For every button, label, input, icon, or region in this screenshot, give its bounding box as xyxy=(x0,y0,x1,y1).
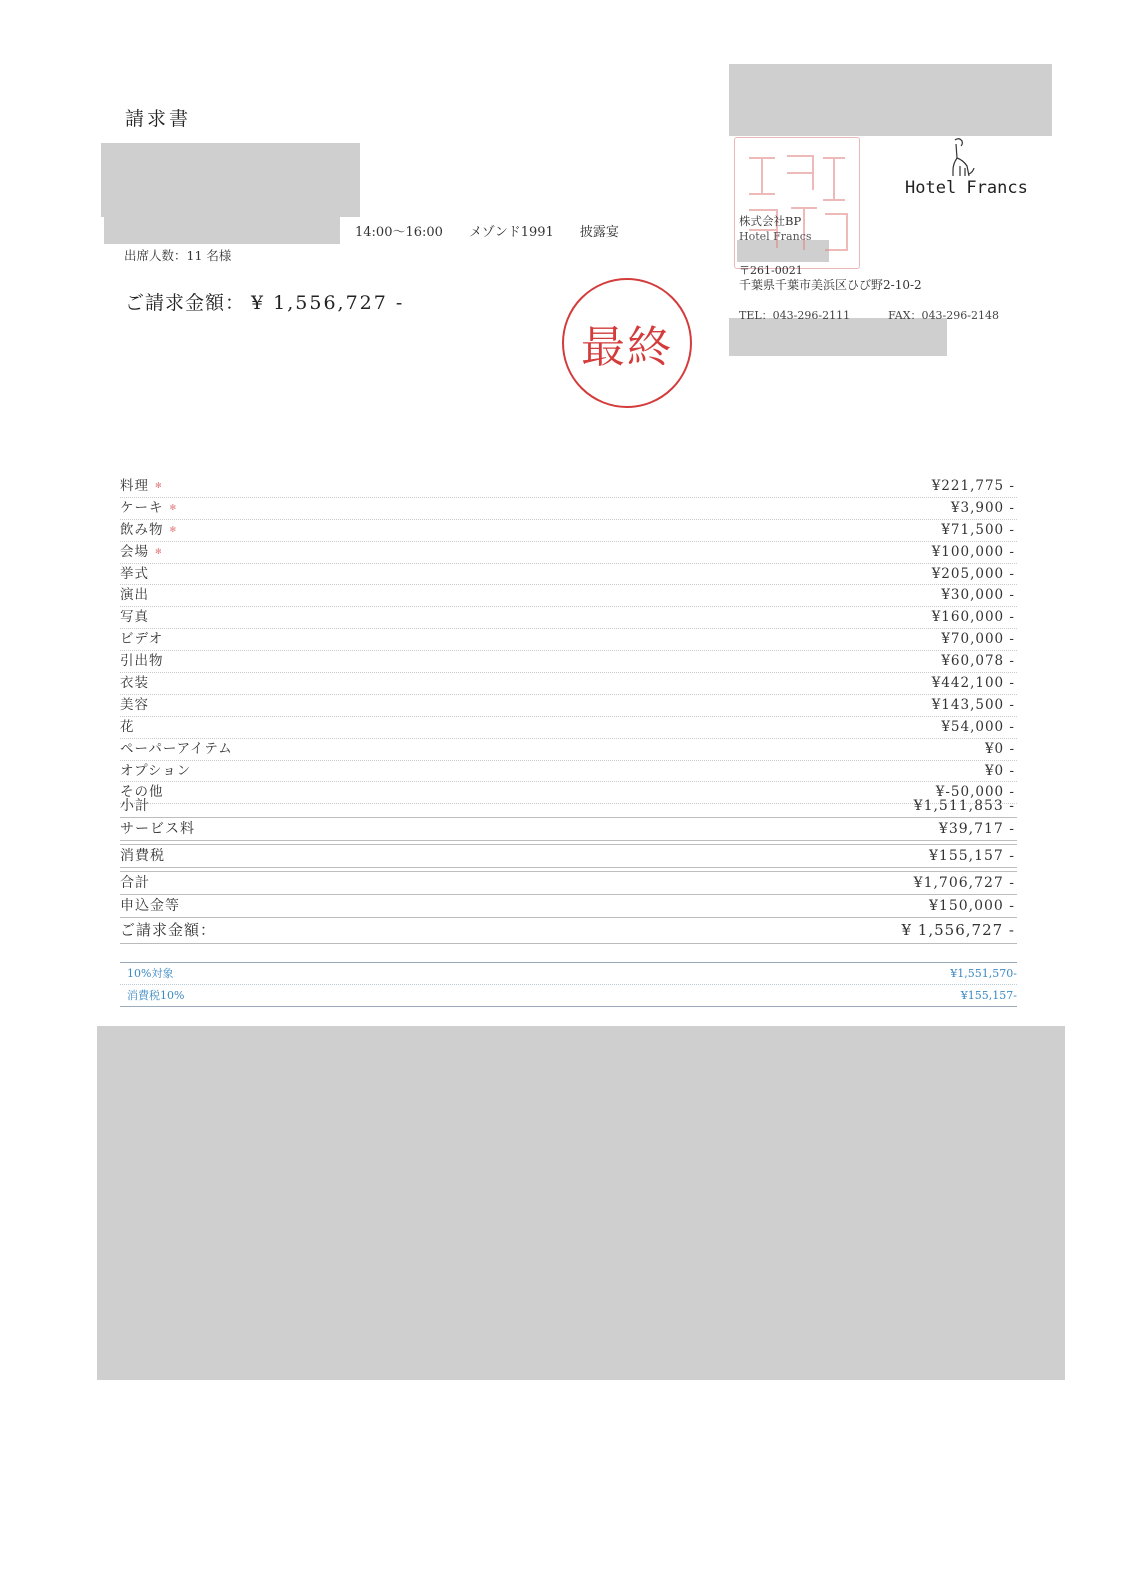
line-item-label xyxy=(120,498,177,519)
line-item-value: ¥70,000 - xyxy=(941,631,1015,648)
line-item-label xyxy=(120,651,164,672)
tax-value: ¥155,157 - xyxy=(929,848,1015,864)
line-item-label-text: 花 xyxy=(120,718,135,735)
dog-logo-graphic xyxy=(945,136,975,178)
line-item-label-text: 衣装 xyxy=(120,675,149,692)
line-item-label-text: 美容 xyxy=(120,696,149,713)
line-item-row xyxy=(120,607,1017,629)
line-item-label xyxy=(120,564,149,585)
tax-breakdown xyxy=(120,962,1017,1007)
marker-icon: ✻ xyxy=(169,524,178,534)
event-info xyxy=(355,221,641,240)
hotel-logo-text: Hotel Francs xyxy=(905,178,1028,198)
line-item-value: ¥30,000 - xyxy=(941,587,1015,604)
line-item-label xyxy=(120,717,135,738)
line-item-label-text: ペーパーアイテム xyxy=(120,740,233,757)
company-name: 株式会社BP xyxy=(739,214,802,228)
subtotal-row xyxy=(120,795,1017,818)
line-item-label xyxy=(120,476,163,497)
guest-count: 出席人数：11 名様 xyxy=(124,248,232,263)
line-item-label-text: ビデオ xyxy=(120,631,164,648)
billing-label: ご請求金額： xyxy=(120,921,217,939)
tax-base-row xyxy=(120,963,1017,985)
redacted-contact-block xyxy=(729,318,947,356)
line-item-label-text: 料理 xyxy=(120,478,149,494)
line-item-label xyxy=(120,673,149,694)
event-time: 14:00〜16:00 xyxy=(355,225,443,240)
marker-icon: ✻ xyxy=(169,502,178,512)
line-item-label-text: 飲み物 xyxy=(120,521,164,538)
total-label: 合計 xyxy=(120,875,150,891)
line-item-value: ¥54,000 - xyxy=(941,718,1015,735)
tax-row xyxy=(120,844,1017,868)
line-item-row xyxy=(120,761,1017,783)
redacted-header-block xyxy=(729,64,1052,136)
line-item-label-text: 演出 xyxy=(120,587,149,604)
final-stamp-text: 最終 xyxy=(581,322,673,373)
line-item-label-text: ケーキ xyxy=(120,499,164,516)
line-item-value: ¥205,000 - xyxy=(931,565,1015,582)
line-item-row xyxy=(120,476,1017,498)
tel-number: TEL：043-296-2111 xyxy=(739,309,851,322)
marker-icon: ✻ xyxy=(155,546,163,556)
deposit-row xyxy=(120,895,1017,918)
tax-base-value: ¥1,551,570- xyxy=(950,967,1017,980)
deposit-value: ¥150,000 - xyxy=(929,898,1015,914)
hotel-name: Hotel Francs xyxy=(739,230,812,243)
line-item-label-text: その他 xyxy=(120,784,164,801)
subtotal-value: ¥1,511,853 - xyxy=(913,798,1015,814)
line-item-row xyxy=(120,739,1017,761)
line-item-label xyxy=(120,629,163,650)
line-item-row xyxy=(120,520,1017,542)
line-item-label xyxy=(120,520,177,541)
redacted-recipient-block xyxy=(101,143,360,217)
company-seal-icon xyxy=(734,137,860,269)
redacted-bottom-block xyxy=(97,1026,1065,1380)
contact-numbers xyxy=(739,307,999,323)
line-item-label xyxy=(120,585,149,606)
line-item-label-text: オプション xyxy=(120,762,192,779)
billing-row xyxy=(120,918,1017,944)
line-item-row xyxy=(120,651,1017,673)
final-stamp xyxy=(562,278,692,408)
line-item-value: ¥3,900 - xyxy=(950,499,1015,516)
fax-number: FAX：043-296-2148 xyxy=(888,309,999,322)
line-item-label xyxy=(120,695,149,716)
line-item-value: ¥143,500 - xyxy=(931,696,1015,713)
billing-summary-amount: ¥ 1,556,727 - xyxy=(251,292,405,314)
line-item-value: ¥0 - xyxy=(984,762,1015,779)
line-item-label xyxy=(120,607,149,628)
document-title: 請求書 xyxy=(125,108,192,130)
line-items xyxy=(120,476,1017,804)
line-item-value: ¥442,100 - xyxy=(931,675,1015,692)
line-item-row xyxy=(120,673,1017,695)
dog-logo-icon xyxy=(945,136,975,178)
line-item-value: ¥160,000 - xyxy=(931,609,1015,626)
event-venue: メゾンド1991 xyxy=(469,225,554,240)
line-item-row xyxy=(120,585,1017,607)
line-item-row xyxy=(120,564,1017,586)
marker-icon: ✻ xyxy=(155,481,163,491)
tax-label: 消費税 xyxy=(120,848,165,864)
line-item-row xyxy=(120,498,1017,520)
company-address: 千葉県千葉市美浜区ひび野2-10-2 xyxy=(739,278,922,292)
line-item-value: ¥221,775 - xyxy=(931,478,1015,494)
line-item-value: ¥60,078 - xyxy=(941,653,1015,670)
deposit-label: 申込金等 xyxy=(120,898,180,914)
event-type: 披露宴 xyxy=(579,225,619,240)
billing-value: ¥ 1,556,727 - xyxy=(901,921,1015,939)
subtotal-label: 小計 xyxy=(120,798,150,814)
tax-amount-row xyxy=(120,985,1017,1006)
service-row xyxy=(120,818,1017,841)
total-row xyxy=(120,871,1017,895)
line-item-value: ¥0 - xyxy=(984,740,1015,757)
redacted-recipient-name xyxy=(104,214,340,244)
line-item-row xyxy=(120,542,1017,564)
billing-summary-label: ご請求金額： xyxy=(125,292,246,314)
line-item-value: ¥-50,000 - xyxy=(935,784,1015,801)
service-label: サービス料 xyxy=(120,821,195,837)
line-item-row xyxy=(120,717,1017,739)
billing-summary xyxy=(125,288,404,315)
line-item-value: ¥71,500 - xyxy=(941,521,1015,538)
line-item-row xyxy=(120,695,1017,717)
line-item-row xyxy=(120,629,1017,651)
postal-code: 〒261-0021 xyxy=(739,264,803,277)
line-item-value: ¥100,000 - xyxy=(931,543,1015,560)
totals-section xyxy=(120,795,1017,944)
line-item-label-text: 挙式 xyxy=(120,565,149,582)
service-value: ¥39,717 - xyxy=(938,821,1015,837)
tax-base-label: 10%対象 xyxy=(127,967,174,980)
total-value: ¥1,706,727 - xyxy=(913,875,1015,891)
line-item-label-text: 引出物 xyxy=(120,653,164,670)
line-item-label xyxy=(120,739,233,760)
company-seal-graphic xyxy=(735,138,859,268)
line-item-label-text: 写真 xyxy=(120,609,149,626)
line-item-label-text: 会場 xyxy=(120,543,149,560)
line-item-label xyxy=(120,761,191,782)
line-item-label xyxy=(120,542,163,563)
tax-amount-label: 消費税10% xyxy=(127,989,185,1002)
tax-amount-value: ¥155,157- xyxy=(960,989,1017,1002)
